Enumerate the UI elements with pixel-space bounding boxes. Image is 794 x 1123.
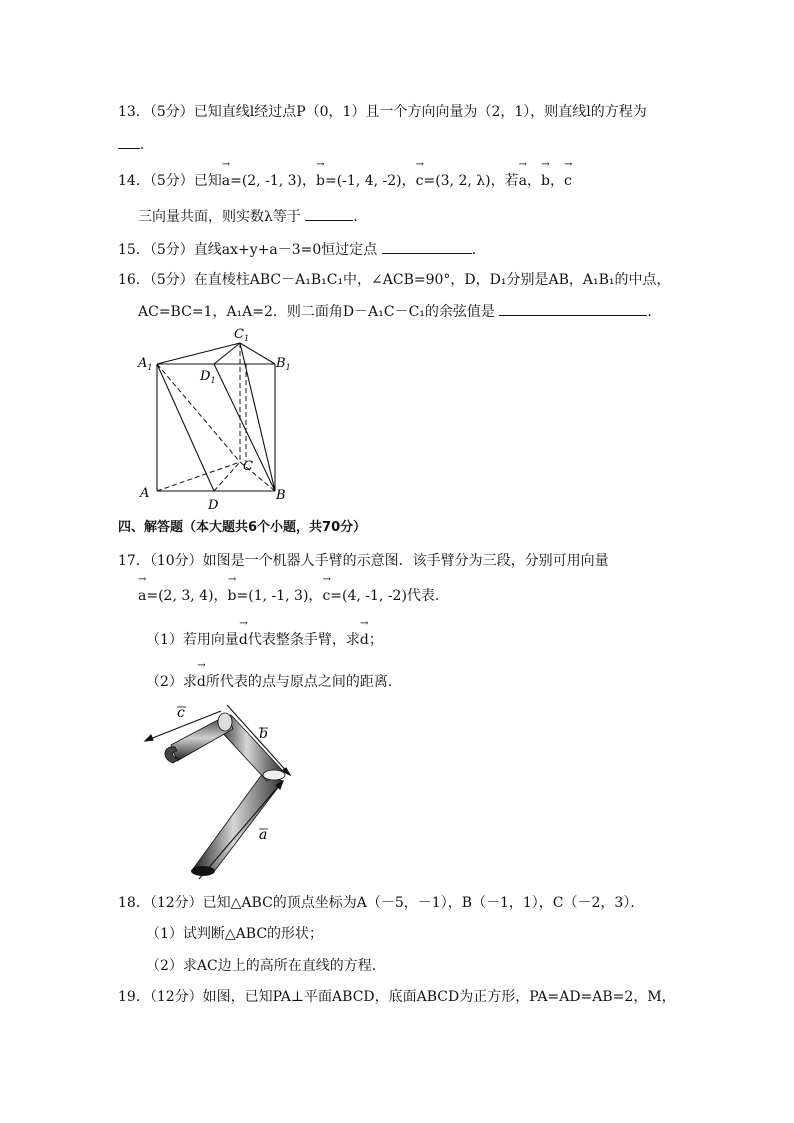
text: （2）求 (146, 674, 197, 690)
comma: ， (526, 173, 541, 189)
vector-c: → c (564, 171, 572, 191)
text: 代表． (406, 588, 449, 604)
text: 三向量共面，则实数λ等于 (138, 209, 301, 225)
text: =(-1, 4, -2)， (324, 173, 416, 189)
vector-c: → c (322, 586, 330, 606)
vector-a: → a (519, 171, 527, 191)
question-15 (118, 239, 486, 260)
label-A: A (140, 486, 150, 501)
label-vector-a: a (259, 827, 268, 843)
question-number: 16．（5分） (118, 272, 194, 288)
label-C1: $C_1$ (234, 327, 250, 343)
question-16-line2 (138, 301, 661, 322)
label-vector-c: c (177, 705, 185, 721)
period: ． (647, 304, 662, 320)
question-text: 已知直线l经过点P（0，1）且一个方向向量为（2，1），则直线l的方程为 (193, 104, 647, 120)
question-number: 19．（12分） (118, 989, 203, 1005)
question-number: 17．（10分） (118, 553, 203, 569)
question-text: AC=BC=1，A₁A=2．则二面角D－A₁C－C₁的余弦值是 (138, 304, 495, 320)
question-text: 已知△ABC的顶点坐标为A（－5，－1），B（－1，1），C（－2，3）． (202, 895, 645, 911)
label-B1: $B_1$ (276, 356, 291, 372)
label-D1: $D_1$ (200, 369, 216, 385)
question-17 (118, 551, 609, 571)
vector-c: → c (416, 171, 424, 191)
text: =(2, -1, 3)， (230, 173, 317, 189)
question-text: 如图是一个机器人手臂的示意图．该手臂分为三段，分别可用向量 (202, 553, 609, 569)
vector-b: → b (316, 171, 325, 191)
question-number: 18．（12分） (118, 895, 203, 911)
robot-arm-figure (135, 695, 305, 885)
vector-a: → a (222, 171, 230, 191)
vector-b: → b (228, 586, 237, 606)
text: 所代表的点与原点之间的距离． (205, 674, 402, 690)
question-18 (118, 893, 644, 913)
text: =(2, 3, 4)， (146, 588, 228, 604)
question-19 (118, 987, 676, 1007)
prism-figure (130, 322, 300, 512)
label-vector-b: b (259, 726, 268, 742)
text: 已知 (193, 173, 222, 189)
answer-blank (499, 301, 647, 316)
vector-d: → d (197, 672, 206, 692)
question-13-tail (118, 134, 154, 155)
answer-blank (305, 206, 353, 221)
question-14 (118, 171, 572, 191)
question-number: 13．（5分） (118, 104, 194, 120)
vector-d: → d (239, 630, 248, 650)
question-number: 14．（5分） (118, 173, 194, 189)
vector-b: → b (541, 171, 550, 191)
question-17-part1 (146, 630, 383, 650)
label-B: B (276, 488, 286, 503)
vector-a: → a (138, 586, 146, 606)
text: ； (368, 632, 383, 648)
label-A1: $A_1$ (138, 356, 153, 372)
label-D: D (208, 498, 219, 512)
text: =(3, 2, λ)，若 (423, 173, 519, 189)
question-13 (118, 102, 647, 122)
question-18-part2: （2）求AC边上的高所在直线的方程． (146, 958, 386, 974)
period: ． (140, 137, 154, 153)
question-16 (118, 270, 671, 290)
period: ． (471, 242, 486, 258)
vector-d: → d (360, 630, 369, 650)
text: =(1, -1, 3)， (236, 588, 323, 604)
text: 代表整条手臂，求 (247, 632, 360, 648)
question-14-line2 (138, 206, 367, 227)
label-C: C (243, 459, 253, 474)
question-17-part2 (146, 672, 402, 692)
section-heading: 四、解答题（本大题共6个小题，共70分） (118, 520, 367, 535)
question-text: 直线ax+y+a－3=0恒过定点 (193, 242, 378, 258)
text: （1）若用向量 (146, 632, 239, 648)
period: ． (353, 209, 368, 225)
question-number: 15．（5分） (118, 242, 194, 258)
text: =(4, -1, -2) (330, 588, 407, 604)
question-17-vectors (138, 586, 449, 606)
question-text: 如图，已知PA⊥平面ABCD，底面ABCD为正方形，PA=AD=AB=2，M， (202, 989, 676, 1005)
question-18-part1: （1）试判断△ABC的形状； (146, 926, 324, 942)
answer-blank (382, 239, 472, 254)
answer-blank (118, 134, 140, 149)
question-text: 在直棱柱ABC－A₁B₁C₁中，∠ACB=90°，D，D₁分别是AB，A₁B₁的中点， (193, 272, 671, 288)
comma: ， (549, 173, 564, 189)
